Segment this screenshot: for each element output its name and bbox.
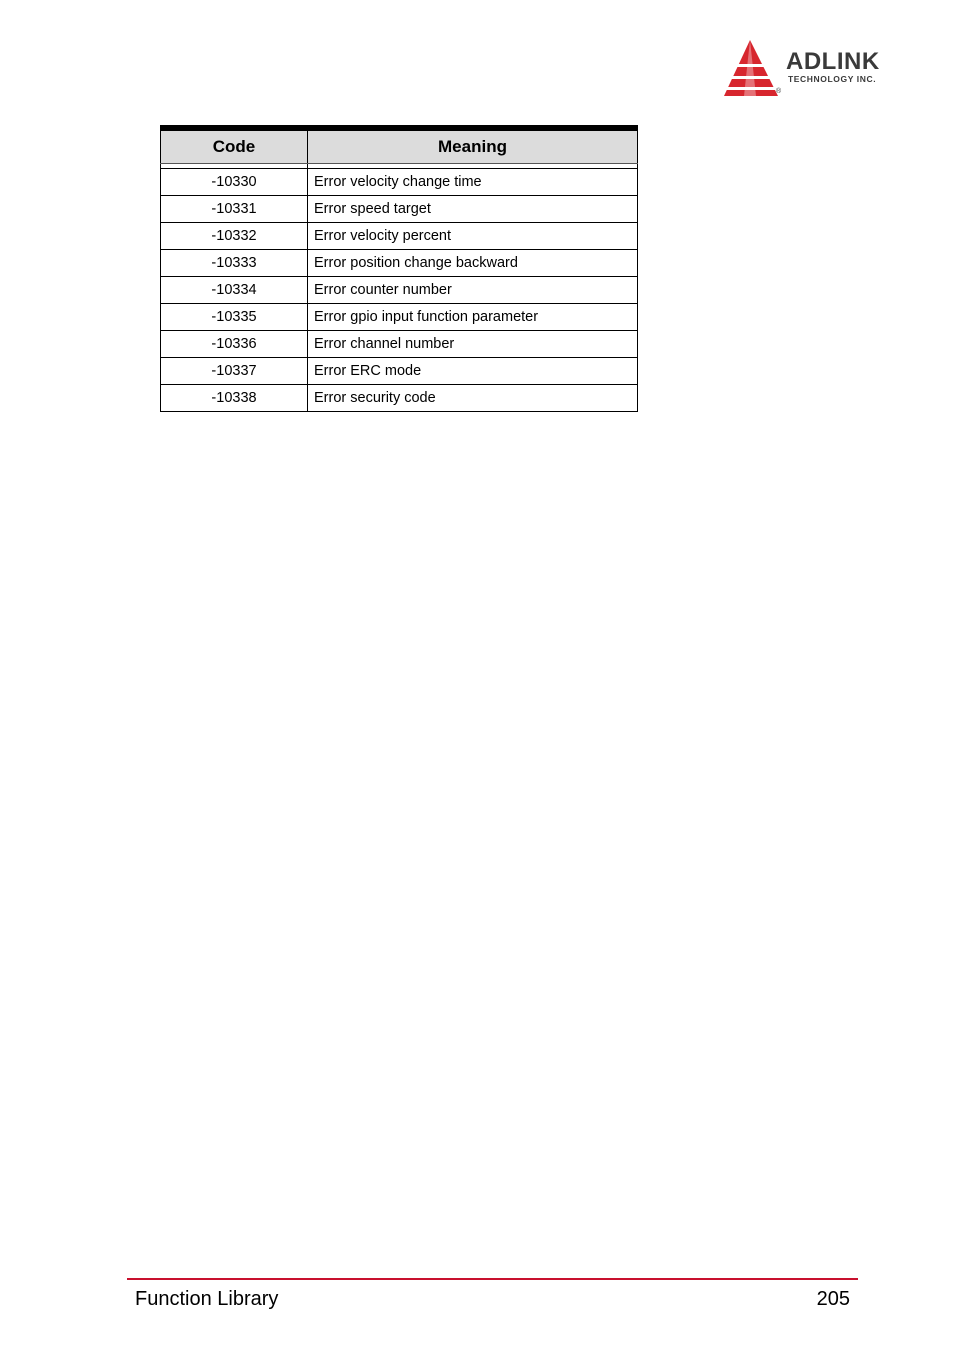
table-row [161, 169, 638, 196]
code-cell: -10332 [161, 223, 308, 250]
meaning-cell: Error velocity percent [308, 223, 638, 250]
adlink-triangle-icon [722, 38, 784, 100]
logo-registered-mark: ® [776, 88, 782, 95]
error-code-table [160, 125, 637, 412]
table-row [161, 223, 638, 250]
table-row [161, 250, 638, 277]
table-row [161, 331, 638, 358]
column-header-code: Code [161, 128, 308, 164]
table-row [161, 358, 638, 385]
table-row [161, 304, 638, 331]
column-header-meaning: Meaning [308, 128, 638, 164]
code-cell: -10331 [161, 196, 308, 223]
footer-page-number: 205 [816, 1288, 850, 1310]
code-cell: -10335 [161, 304, 308, 331]
meaning-cell: Error position change backward [308, 250, 638, 277]
footer-divider [127, 1278, 858, 1280]
meaning-cell: Error gpio input function parameter [308, 304, 638, 331]
logo-subtitle: TECHNOLOGY INC. [788, 74, 877, 84]
table-header-row [161, 128, 638, 164]
code-cell: -10333 [161, 250, 308, 277]
code-cell: -10337 [161, 358, 308, 385]
footer-section-title: Function Library [135, 1288, 279, 1310]
code-cell: -10330 [161, 169, 308, 196]
meaning-cell: Error velocity change time [308, 169, 638, 196]
code-cell: -10338 [161, 385, 308, 412]
adlink-logo [722, 38, 912, 100]
code-cell: -10336 [161, 331, 308, 358]
table-row [161, 196, 638, 223]
meaning-cell: Error channel number [308, 331, 638, 358]
meaning-cell: Error speed target [308, 196, 638, 223]
meaning-cell: Error counter number [308, 277, 638, 304]
table-row [161, 385, 638, 412]
meaning-cell: Error security code [308, 385, 638, 412]
logo-wordmark: ADLINK [786, 48, 880, 75]
meaning-cell: Error ERC mode [308, 358, 638, 385]
code-cell: -10334 [161, 277, 308, 304]
table-row [161, 277, 638, 304]
